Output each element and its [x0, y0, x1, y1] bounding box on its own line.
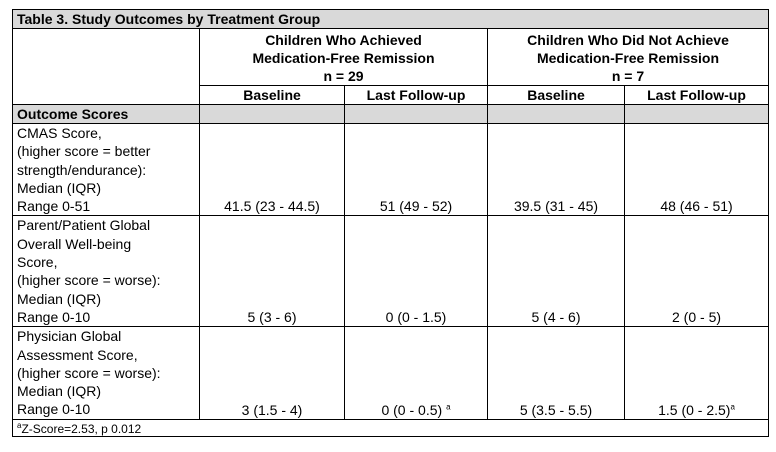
value-text: 0 (0 - 0.5) — [381, 401, 443, 418]
value-cell — [625, 124, 769, 216]
group-header-line: Medication-Free Remission — [536, 50, 720, 66]
value-text: 5 (4 - 6) — [531, 309, 581, 326]
row-label-line: Median (IQR) — [17, 383, 102, 400]
row-label-line: Score, — [17, 254, 58, 271]
row-label — [13, 124, 200, 216]
section-fill-cell — [625, 105, 769, 124]
group-header-no-remission — [488, 29, 769, 86]
footnote-row — [13, 419, 769, 436]
table-footnote — [13, 419, 769, 436]
value-text: 0 (0 - 1.5) — [385, 309, 447, 326]
value-cell — [345, 124, 488, 216]
value-cell — [200, 124, 345, 216]
subheader-last-follow-up: Last Follow-up — [345, 86, 488, 105]
row-label-line: (higher score = better — [17, 143, 151, 160]
group-header-remission — [200, 29, 488, 86]
row-label-line: Range 0-10 — [17, 401, 91, 418]
value-cell — [488, 124, 625, 216]
subheader-baseline: Baseline — [488, 86, 625, 105]
subheader-baseline: Baseline — [200, 86, 345, 105]
value-cell — [345, 216, 488, 327]
value-text: 48 (46 - 51) — [660, 198, 733, 215]
value-cell — [488, 327, 625, 419]
value-cell — [488, 216, 625, 327]
row-label-line: Range 0-10 — [17, 308, 91, 325]
table-row-cmas — [13, 124, 769, 216]
footnote-marker: a — [730, 402, 735, 412]
section-fill-cell — [345, 105, 488, 124]
row-label-line: Median (IQR) — [17, 290, 102, 307]
empty-corner-cell — [13, 29, 200, 105]
section-row — [13, 105, 769, 124]
value-cell — [625, 327, 769, 419]
table-caption: Table 3. Study Outcomes by Treatment Group — [13, 10, 769, 29]
value-text: 5 (3.5 - 5.5) — [519, 401, 593, 418]
row-label-line: Range 0-51 — [17, 198, 91, 215]
group-header-line: Children Who Achieved — [265, 32, 422, 48]
row-label-line: strength/endurance): — [17, 161, 147, 178]
footnote-text: Z-Score=2.53, p 0.012 — [21, 421, 142, 436]
row-label-line: Assessment Score, — [17, 346, 138, 363]
value-text: 2 (0 - 5) — [672, 309, 722, 326]
table-row-global-well-being — [13, 216, 769, 327]
group-header-n: n = 7 — [611, 68, 645, 84]
row-label-line: CMAS Score, — [17, 125, 102, 141]
value-text: 51 (49 - 52) — [379, 198, 453, 215]
row-label-line: Median (IQR) — [17, 179, 102, 196]
row-label-line: (higher score = worse): — [17, 364, 161, 381]
value-cell — [345, 327, 488, 419]
value-cell — [625, 216, 769, 327]
value-cell — [200, 327, 345, 419]
group-header-line: Children Who Did Not Achieve — [527, 32, 729, 48]
subheader-last-follow-up: Last Follow-up — [625, 86, 769, 105]
row-label-line: Parent/Patient Global — [17, 217, 151, 234]
group-header-row — [13, 29, 769, 86]
row-label — [13, 327, 200, 419]
value-text: 41.5 (23 - 44.5) — [224, 198, 320, 215]
caption-row — [13, 10, 769, 29]
section-label: Outcome Scores — [13, 105, 200, 124]
section-fill-cell — [488, 105, 625, 124]
group-header-n: n = 29 — [323, 68, 364, 84]
value-text: 1.5 (0 - 2.5) — [658, 401, 731, 418]
footnote-marker: a — [17, 420, 22, 430]
value-cell — [200, 216, 345, 327]
section-fill-cell — [200, 105, 345, 124]
group-header-line: Medication-Free Remission — [252, 50, 435, 66]
row-label-line: Overall Well-being — [17, 235, 132, 252]
value-text: 5 (3 - 6) — [247, 309, 297, 326]
footnote-marker: a — [446, 402, 451, 412]
value-text: 39.5 (31 - 45) — [513, 198, 599, 215]
row-label-line: (higher score = worse): — [17, 272, 161, 289]
row-label — [13, 216, 200, 327]
row-label-line: Physician Global — [17, 328, 122, 345]
study-outcomes-table — [12, 9, 769, 437]
value-text: 3 (1.5 - 4) — [241, 401, 303, 418]
table-row-physician-global — [13, 327, 769, 419]
